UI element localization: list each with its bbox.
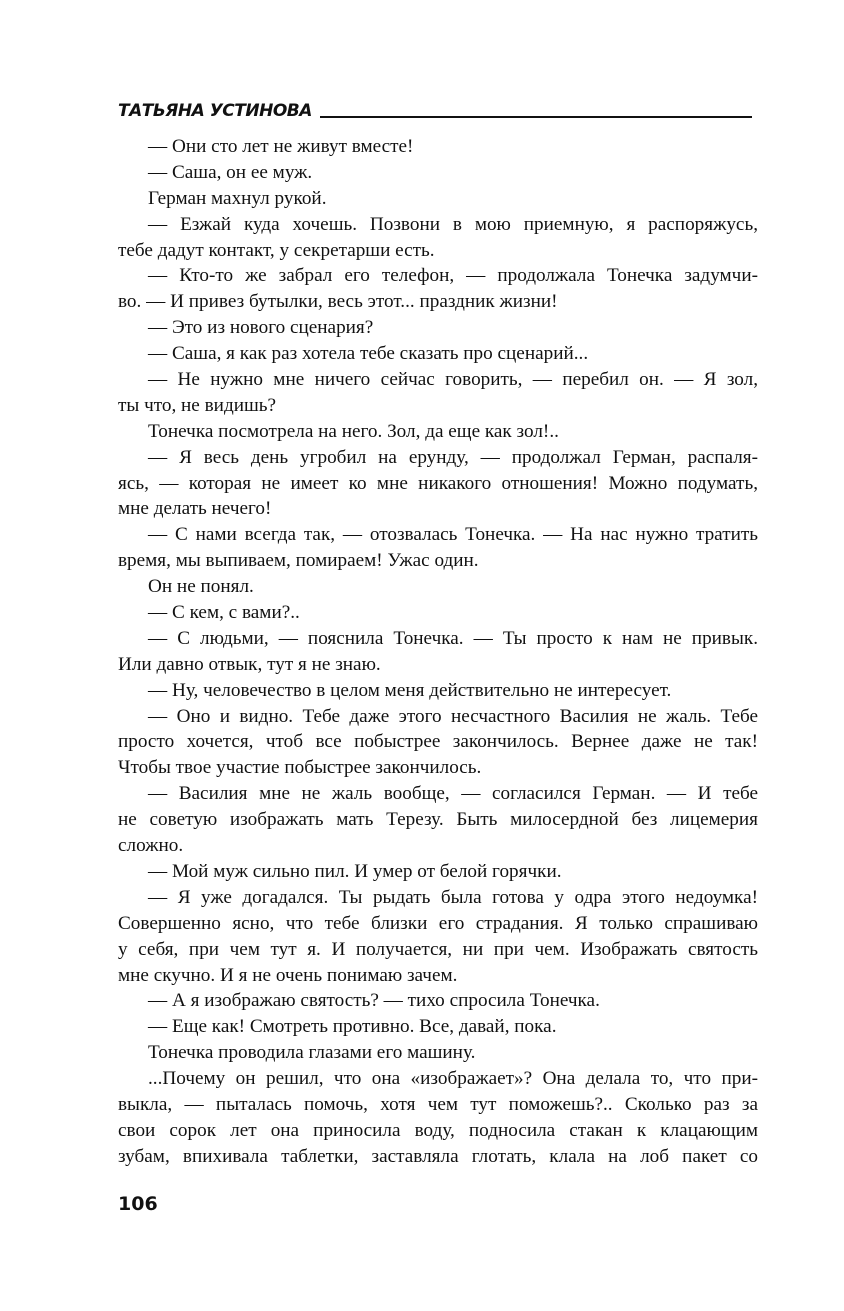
text-line: — Саша, я как раз хотела тебе сказать про сценарий... [148,343,589,365]
text-line: выкла, — пыталась помочь, хотя чем тут поможешь?.. Сколько раз за [118,1093,758,1115]
text-line: — Кто-то же забрал его телефон, — продолжала Тонечка задумчи- [148,265,758,287]
author-name: ТАТЬЯНА УСТИНОВА [118,101,312,121]
text-line: зубам, впихивала таблетки, заставляла глотать, клала на лоб пакет со [118,1145,758,1167]
text-line: Тонечка посмотрела на него. Зол, да еще как зол!.. [148,420,559,442]
text-line: — С людьми, — пояснила Тонечка. — Ты просто к нам не привык. [148,627,758,649]
text-line: у себя, при чем тут я. И получается, ни при чем. Изображать святость [118,938,758,960]
text-line: — Не нужно мне ничего сейчас говорить, — перебил он. — Я зол, [148,369,758,391]
text-line: тебе дадут контакт, у секретарши есть. [118,239,435,261]
text-line: — Я весь день угробил на ерунду, — продолжал Герман, распаля- [148,446,758,468]
text-line: мне скучно. И я не очень понимаю зачем. [118,964,458,986]
text-line: свои сорок лет она приносила воду, подносила стакан к клацающим [118,1119,758,1141]
text-line: — Я уже догадался. Ты рыдать была готова у одра этого недоумка! [148,886,758,908]
text-line: — Еще как! Смотреть противно. Все, давай, пока. [148,1016,557,1038]
text-line: мне делать нечего! [118,498,272,520]
text-line: — Василия мне не жаль вообще, — согласился Герман. — И тебе [148,783,758,805]
text-line: — Оно и видно. Тебе даже этого несчастного Василия не жаль. Тебе [148,705,758,727]
text-line: не советую изображать мать Терезу. Быть милосердной без лицемерия [118,809,758,831]
text-line: — Езжай куда хочешь. Позвони в мою приемную, я распоряжусь, [148,213,758,235]
text-line: сложно. [118,835,184,857]
text-line: Чтобы твое участие побыстрее закончилось. [118,757,482,779]
text-line: время, мы выпиваем, помираем! Ужас один. [118,550,479,572]
text-line: ...Почему он решил, что она «изображает»? Она делала то, что при- [148,1068,758,1090]
text-line: — Ну, человечество в целом меня действительно не интересует. [148,679,672,701]
text-line: — Это из нового сценария? [148,317,374,339]
page-number: 106 [118,1193,158,1215]
text-line: Он не понял. [148,576,254,598]
text-line: — Саша, он ее муж. [148,161,313,183]
text-line: просто хочется, чтоб все побыстрее закончилось. Вернее даже не так! [118,731,758,753]
text-line: Тонечка проводила глазами его машину. [148,1042,476,1064]
text-line: ясь, — которая не имеет ко мне никакого отношения! Можно подумать, [118,472,758,494]
text-line: — А я изображаю святость? — тихо спросила Тонечка. [148,990,600,1012]
text-line: — Мой муж сильно пил. И умер от белой горячки. [148,860,562,882]
text-line: — С нами всегда так, — отозвалась Тонечка. — На нас нужно тратить [148,524,758,546]
page-body-text [118,134,758,1170]
header-rule [320,116,752,118]
text-line: — Они сто лет не живут вместе! [148,136,414,157]
text-line: во. — И привез бутылки, весь этот... праздник жизни! [118,291,558,313]
text-line: — С кем, с вами?.. [148,602,300,624]
running-header [118,97,752,121]
text-line: Герман махнул рукой. [148,187,327,209]
text-line: ты что, не видишь? [118,394,277,416]
text-line: Или давно отвык, тут я не знаю. [118,653,381,675]
text-line: Совершенно ясно, что тебе близки его страдания. Я только спрашиваю [118,912,758,934]
